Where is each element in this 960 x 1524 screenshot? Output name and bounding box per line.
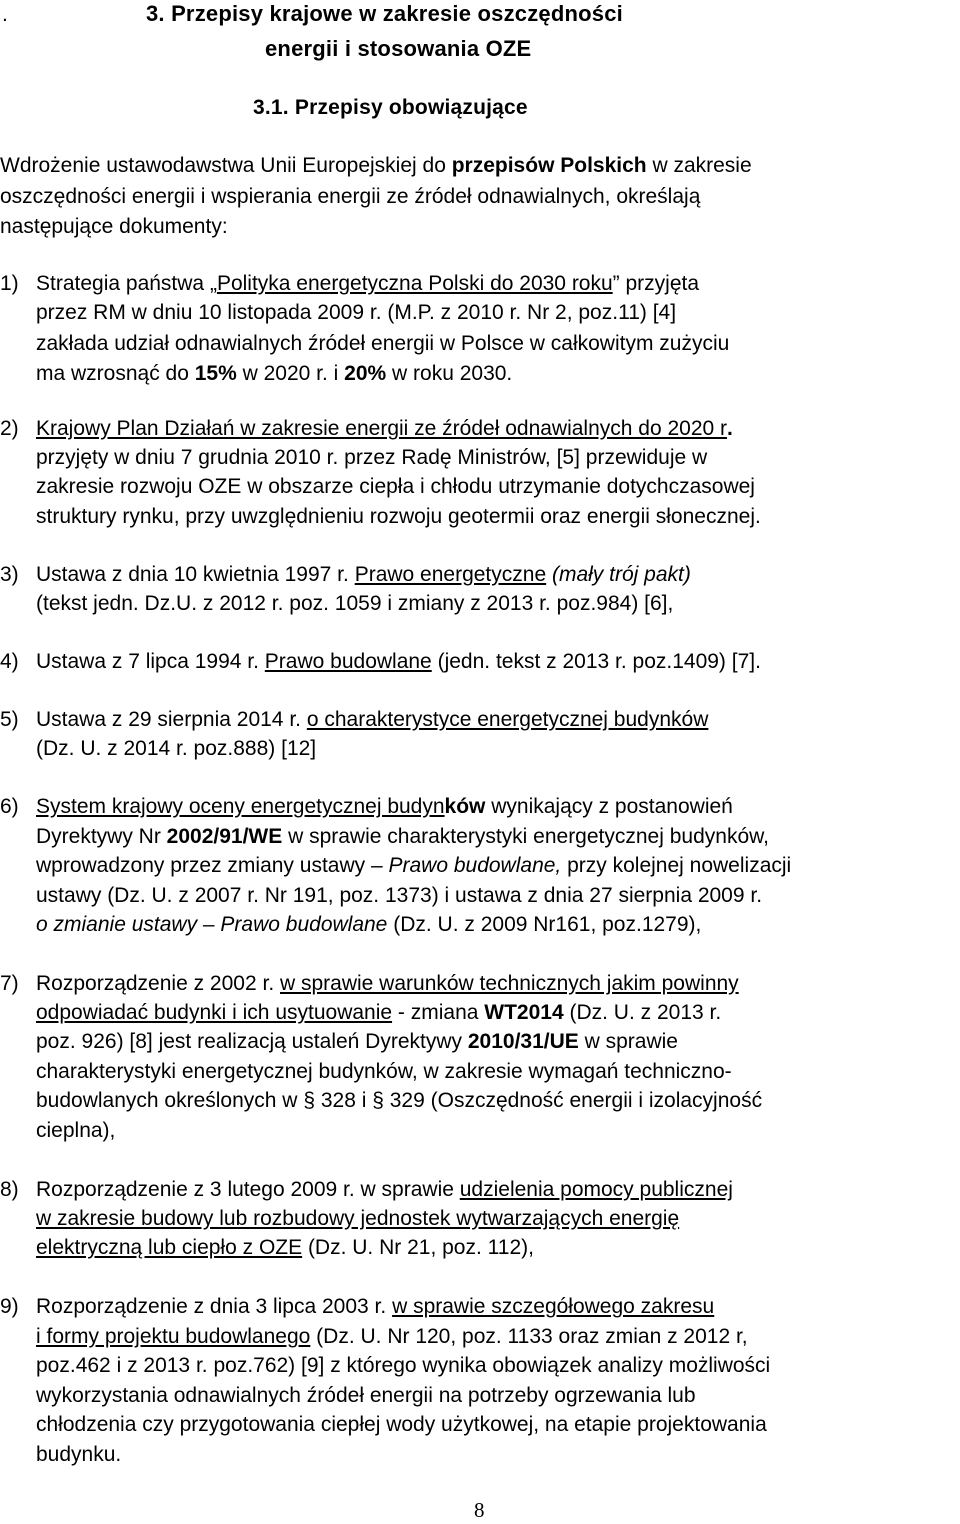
item-7-line-1: Rozporządzenie z 2002 r. w sprawie warunków technicznych jakim powinny bbox=[36, 972, 739, 995]
item-7-line-2: odpowiadać budynki i ich usytuowanie - zmiana WT2014 (Dz. U. z 2013 r. bbox=[36, 1001, 722, 1024]
item-1-number: 1) bbox=[0, 272, 19, 295]
item-2-line-3: zakresie rozwoju OZE w obszarze ciepła i chłodu utrzymanie dotychczasowej bbox=[36, 475, 755, 498]
item-3-line-1: Ustawa z dnia 10 kwietnia 1997 r. Prawo energetyczne (mały trój pakt) bbox=[36, 563, 691, 586]
chapter-heading-line1 bbox=[146, 3, 623, 25]
item-4-line-1: Ustawa z 7 lipca 1994 r. Prawo budowlane (jedn. tekst z 2013 r. poz.1409) [7]. bbox=[36, 650, 761, 673]
item-4-number: 4) bbox=[0, 650, 19, 673]
intro-line-2: oszczędności energii i wspierania energii ze źródeł odnawialnych, określają bbox=[0, 185, 701, 208]
item-7-line-5: budowlanych określonych w § 328 i § 329 (Oszczędność energii i izolacyjność bbox=[36, 1089, 763, 1112]
item-5-number: 5) bbox=[0, 708, 19, 731]
item-1-line-4: ma wzrosnąć do 15% w 2020 r. i 20% w roku 2030. bbox=[36, 362, 513, 385]
intro-line-1: Wdrożenie ustawodawstwa Unii Europejskiej do przepisów Polskich w zakresie bbox=[0, 154, 752, 177]
item-1-line-1: Strategia państwa „Polityka energetyczna Polski do 2030 roku” przyjęta bbox=[36, 272, 700, 295]
item-7-line-3: poz. 926) [8] jest realizacją ustaleń Dyrektywy 2010/31/UE w sprawie bbox=[36, 1030, 678, 1053]
chapter-heading-line2: energii i stosowania OZE bbox=[265, 36, 532, 61]
item-2-number: 2) bbox=[0, 417, 19, 440]
item-7-number: 7) bbox=[0, 972, 19, 995]
stray-dot: . bbox=[2, 3, 8, 26]
item-8-line-3: elektryczną lub ciepło z OZE (Dz. U. Nr 21, poz. 112), bbox=[36, 1236, 534, 1259]
item-5-line-2: (Dz. U. z 2014 r. poz.888) [12] bbox=[36, 737, 317, 760]
item-6-number: 6) bbox=[0, 795, 19, 818]
item-6-line-4: ustawy (Dz. U. z 2007 r. Nr 191, poz. 1373) i ustawa z dnia 27 sierpnia 2009 r. bbox=[36, 884, 763, 907]
item-6-line-2: Dyrektywy Nr 2002/91/WE w sprawie charakterystyki energetycznej budynków, bbox=[36, 825, 769, 848]
item-6-line-5: o zmianie ustawy – Prawo budowlane (Dz. U. z 2009 Nr161, poz.1279), bbox=[36, 913, 702, 936]
section-heading: 3.1. Przepisy obowiązujące bbox=[253, 96, 528, 119]
item-3-line-2: (tekst jedn. Dz.U. z 2012 r. poz. 1059 i zmiany z 2013 r. poz.984) [6], bbox=[36, 592, 674, 615]
item-9-number: 9) bbox=[0, 1295, 19, 1318]
intro-line-3: następujące dokumenty: bbox=[0, 215, 228, 238]
item-6-line-1: System krajowy oceny energetycznej budynków wynikający z postanowień bbox=[36, 795, 733, 818]
item-2-line-1: Krajowy Plan Działań w zakresie energii ze źródeł odnawialnych do 2020 r. bbox=[36, 417, 733, 440]
item-1-line-3: zakłada udział odnawialnych źródeł energii w Polsce w całkowitym zużyciu bbox=[36, 332, 730, 355]
item-3-number: 3) bbox=[0, 563, 19, 586]
page-number: 8 bbox=[474, 1498, 485, 1522]
item-9-line-4: wykorzystania odnawialnych źródeł energii na potrzeby ogrzewania lub bbox=[36, 1384, 696, 1407]
item-9-line-2: i formy projektu budowlanego (Dz. U. Nr 120, poz. 1133 oraz zmian z 2012 r, bbox=[36, 1325, 748, 1348]
item-8-line-2: w zakresie budowy lub rozbudowy jednostek wytwarzających energię bbox=[36, 1207, 680, 1230]
item-7-line-4: charakterystyki energetycznej budynków, w zakresie wymagań techniczno- bbox=[36, 1060, 732, 1083]
item-9-line-1: Rozporządzenie z dnia 3 lipca 2003 r. w sprawie szczegółowego zakresu bbox=[36, 1295, 715, 1318]
item-6-line-3: wprowadzony przez zmiany ustawy – Prawo budowlane, przy kolejnej nowelizacji bbox=[36, 854, 792, 877]
item-8-line-1: Rozporządzenie z 3 lutego 2009 r. w sprawie udzielenia pomocy publicznej bbox=[36, 1178, 733, 1201]
item-9-line-5: chłodzenia czy przygotowania ciepłej wody użytkowej, na etapie projektowania bbox=[36, 1413, 767, 1436]
item-7-line-6: cieplna), bbox=[36, 1119, 116, 1142]
item-9-line-3: poz.462 i z 2013 r. poz.762) [9] z którego wynika obowiązek analizy możliwości bbox=[36, 1354, 771, 1377]
item-5-line-1: Ustawa z 29 sierpnia 2014 r. o charakterystyce energetycznej budynków bbox=[36, 708, 709, 731]
item-8-number: 8) bbox=[0, 1178, 19, 1201]
item-2-line-2: przyjęty w dniu 7 grudnia 2010 r. przez Radę Ministrów, [5] przewiduje w bbox=[36, 446, 708, 469]
item-1-line-2: przez RM w dniu 10 listopada 2009 r. (M.P. z 2010 r. Nr 2, poz.11) [4] bbox=[36, 301, 677, 324]
item-2-line-4: struktury rynku, przy uwzględnieniu rozwoju geotermii oraz energii słonecznej. bbox=[36, 505, 761, 528]
chapter-title-line1: Przepisy krajowe w zakresie oszczędności bbox=[171, 1, 623, 26]
item-9-line-6: budynku. bbox=[36, 1443, 122, 1466]
chapter-number: 3. bbox=[146, 1, 165, 26]
